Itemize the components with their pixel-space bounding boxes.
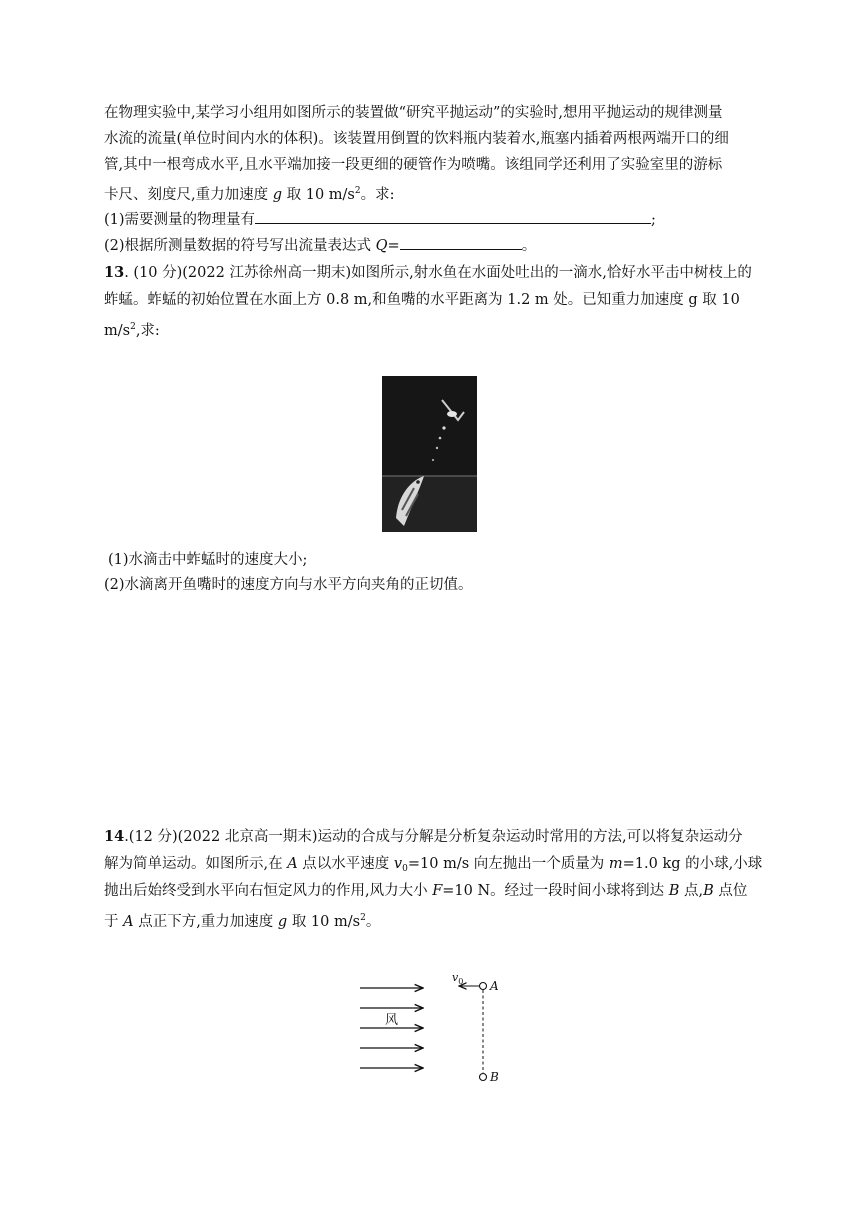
v0-label: $v_0$ <box>452 971 464 986</box>
intro-line-4: 卡尺、刻度尺,重力加速度 g 取 10 $m/s^2$。求: <box>104 186 395 203</box>
question-2-line: (2)根据所测量数据的符号写出流量表达式 Q= 。 <box>104 235 536 257</box>
q13-line-2: 蚱蜢。蚱蜢的初始位置在水面上方 0.8 m,和鱼嘴的水平距离为 1.2 m 处。已知重力加速度 g 取 10 <box>104 292 740 308</box>
intro-line-3: 管,其中一根弯成水平,且水平端加接一段更细的硬管作为喷嘴。该组同学还利用了实验室里的游标 <box>104 157 723 173</box>
wind-label: 风 <box>385 1013 399 1028</box>
q13-sub-1: (1)水滴击中蚱蜢时的速度大小; <box>108 552 308 568</box>
q14-line-4: 于 A 点正下方,重力加速度 g 取 10 $m/s^2$。 <box>104 913 381 930</box>
q13-sub-2: (2)水滴离开鱼嘴时的速度方向与水平方向夹角的正切值。 <box>104 577 473 593</box>
point-b <box>480 1074 487 1081</box>
q14-line-2: 解为简单运动。如图所示,在 A 点以水平速度 $v_0=10$ m/s 向左抛出一个质量为 m=1.0 kg 的小球,小球 <box>104 856 763 874</box>
q14-line-3: 抛出后始终受到水平向右恒定风力的作用,风力大小 F=10 N。经过一段时间小球将到达 B 点,B 点位 <box>104 883 748 899</box>
answer-blank-1[interactable] <box>255 209 651 224</box>
q13-line-3: $m/s^2$,求: <box>104 322 160 339</box>
q14-line-1: 14.(12 分)(2022 北京高一期末)运动的合成与分解是分析复杂运动时常用的方法,可以将复杂运动分 <box>104 828 743 845</box>
archerfish-photo <box>382 376 477 532</box>
archerfish-illustration <box>382 376 477 532</box>
intro-line-1: 在物理实验中,某学习小组用如图所示的装置做“研究平抛运动”的实验时,想用平抛运动的规律测量 <box>104 105 723 121</box>
point-b-label: B <box>490 1070 499 1084</box>
wind-diagram-svg <box>355 965 515 1085</box>
q14-number: 14 <box>104 828 125 845</box>
question-1-line: (1)需要测量的物理量有 ; <box>104 209 656 231</box>
wind-diagram <box>355 965 515 1085</box>
intro-line-2: 水流的流量(单位时间内水的体积)。该装置用倒置的饮料瓶内装着水,瓶塞内插着两根两端开口的细 <box>104 131 729 147</box>
q13-line-1: 13. (10 分)(2022 江苏徐州高一期末)如图所示,射水鱼在水面处吐出的一滴水,恰好水平击中树枝上的 <box>104 264 752 281</box>
point-a-label: A <box>490 979 499 993</box>
q13-number: 13 <box>104 264 125 281</box>
point-a <box>480 983 487 990</box>
answer-blank-2[interactable] <box>400 235 522 250</box>
